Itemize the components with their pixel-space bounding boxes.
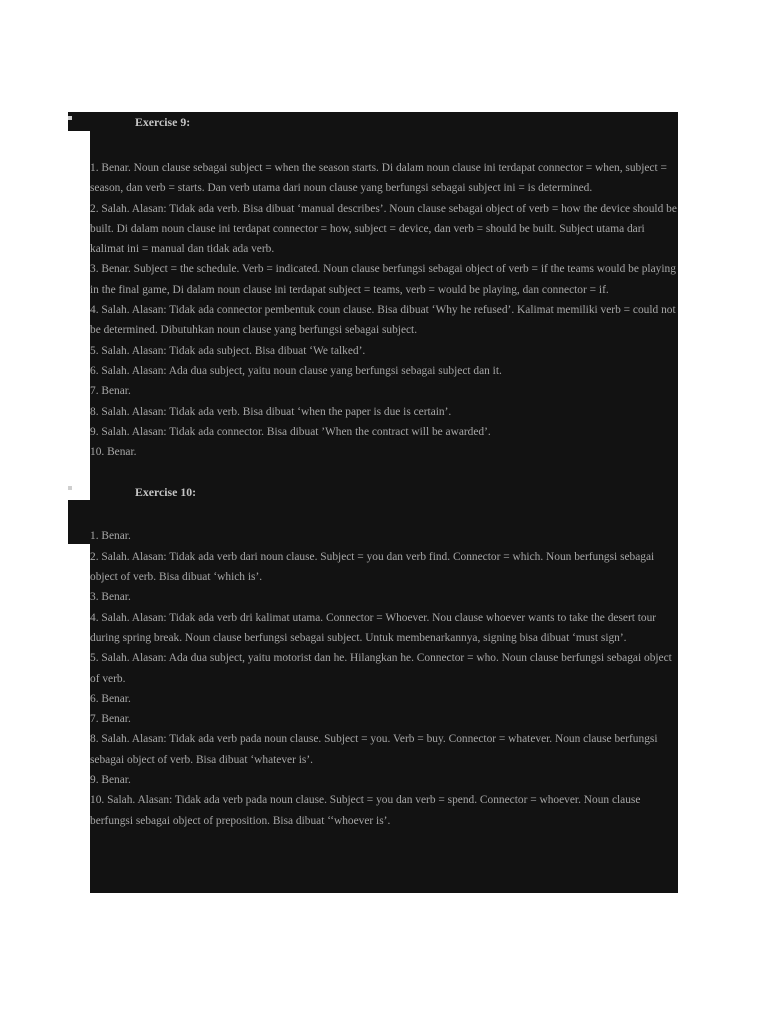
exercise-heading-row (68, 112, 678, 132)
answer-item: 9. Salah. Alasan: Tidak ada connector. Bisa dibuat ’When the contract will be awarded’. (90, 425, 491, 438)
answer-item: 4. Salah. Alasan: Tidak ada connector pembentuk coun clause. Bisa dibuat ‘Why he refused’. Kalimat memiliki verb = could not be determined. Dibutuhkan noun clause yang berfungsi sebagai subject. (90, 304, 676, 337)
exercise-10-section (68, 482, 678, 830)
answer-item: 1. Benar. (90, 530, 131, 543)
answer-item: 3. Benar. (90, 591, 131, 604)
answer-item: 9. Benar. (90, 774, 131, 787)
answer-item: 7. Benar. (90, 385, 131, 398)
exercise-heading: Exercise 9: (135, 115, 191, 129)
answer-item: 6. Benar. (90, 692, 131, 705)
document-content (68, 112, 678, 831)
answer-item: 5. Salah. Alasan: Tidak ada subject. Bisa dibuat ‘We talked’. (90, 344, 366, 357)
answer-item: 10. Salah. Alasan: Tidak ada verb pada noun clause. Subject = you dan verb = spend. Connector = whoever. Noun clause berfungsi sebagai object of preposition. Bisa dibuat ‘‘whoever is’. (90, 794, 641, 827)
answer-item: 8. Salah. Alasan: Tidak ada verb. Bisa dibuat ‘when the paper is due is certain’. (90, 405, 452, 418)
exercise-9-section (68, 112, 678, 462)
answer-item: 8. Salah. Alasan: Tidak ada verb pada noun clause. Subject = you. Verb = buy. Connector = whatever. Noun clause berfungsi sebagai object of verb. Bisa dibuat ‘whatever is’. (90, 733, 658, 766)
answer-item: 4. Salah. Alasan: Tidak ada verb dri kalimat utama. Connector = Whoever. Nou clause whoever wants to take the desert tour during spring break. Noun clause berfungsi sebagai subject. Untuk membenarkannya, signing bisa dibuat ‘must sign’. (90, 611, 657, 644)
answer-item: 3. Benar. Subject = the schedule. Verb = indicated. Noun clause berfungsi sebagai object of verb = if the teams would be playing in the final game, Di dalam noun clause ini terdapat subject = teams, verb = would be playing, dan connector = if. (90, 263, 676, 296)
answer-item: 2. Salah. Alasan: Tidak ada verb dari noun clause. Subject = you dan verb find. Connector = which. Noun berfungsi sebagai object of verb. Bisa dibuat ‘which is’. (90, 550, 655, 584)
answer-item: 6. Salah. Alasan: Ada dua subject, yaitu noun clause yang berfungsi sebagai subject dan it. (90, 364, 502, 377)
exercise-heading: Exercise 10: (135, 485, 197, 500)
answer-list (68, 158, 678, 462)
square-bullet-icon (68, 116, 72, 120)
answer-item: 1. Benar. Noun clause sebagai subject = when the season starts. Di dalam noun clause ini terdapat connector = when, subject = season, dan verb = starts. Dan verb utama dari noun clause yang berfungsi sebagai subject ini = is determined. (90, 162, 667, 195)
answer-item: 5. Salah. Alasan: Ada dua subject, yaitu motorist dan he. Hilangkan he. Connector = who. Noun clause berfungsi sebagai object of verb. (90, 652, 672, 685)
exercise-heading-row (68, 482, 678, 502)
answer-item: 2. Salah. Alasan: Tidak ada verb. Bisa dibuat ‘manual describes’. Noun clause sebagai object of verb = how the device should be built. Di dalam noun clause ini terdapat connector = how, subject = device, dan verb = should be built. Subject utama dari kalimat ini = manual dan tidak ada verb. (90, 202, 677, 256)
answer-list (68, 526, 678, 830)
square-bullet-icon (68, 486, 72, 490)
answer-item: 7. Benar. (90, 713, 131, 726)
answer-item: 10. Benar. (90, 446, 137, 459)
